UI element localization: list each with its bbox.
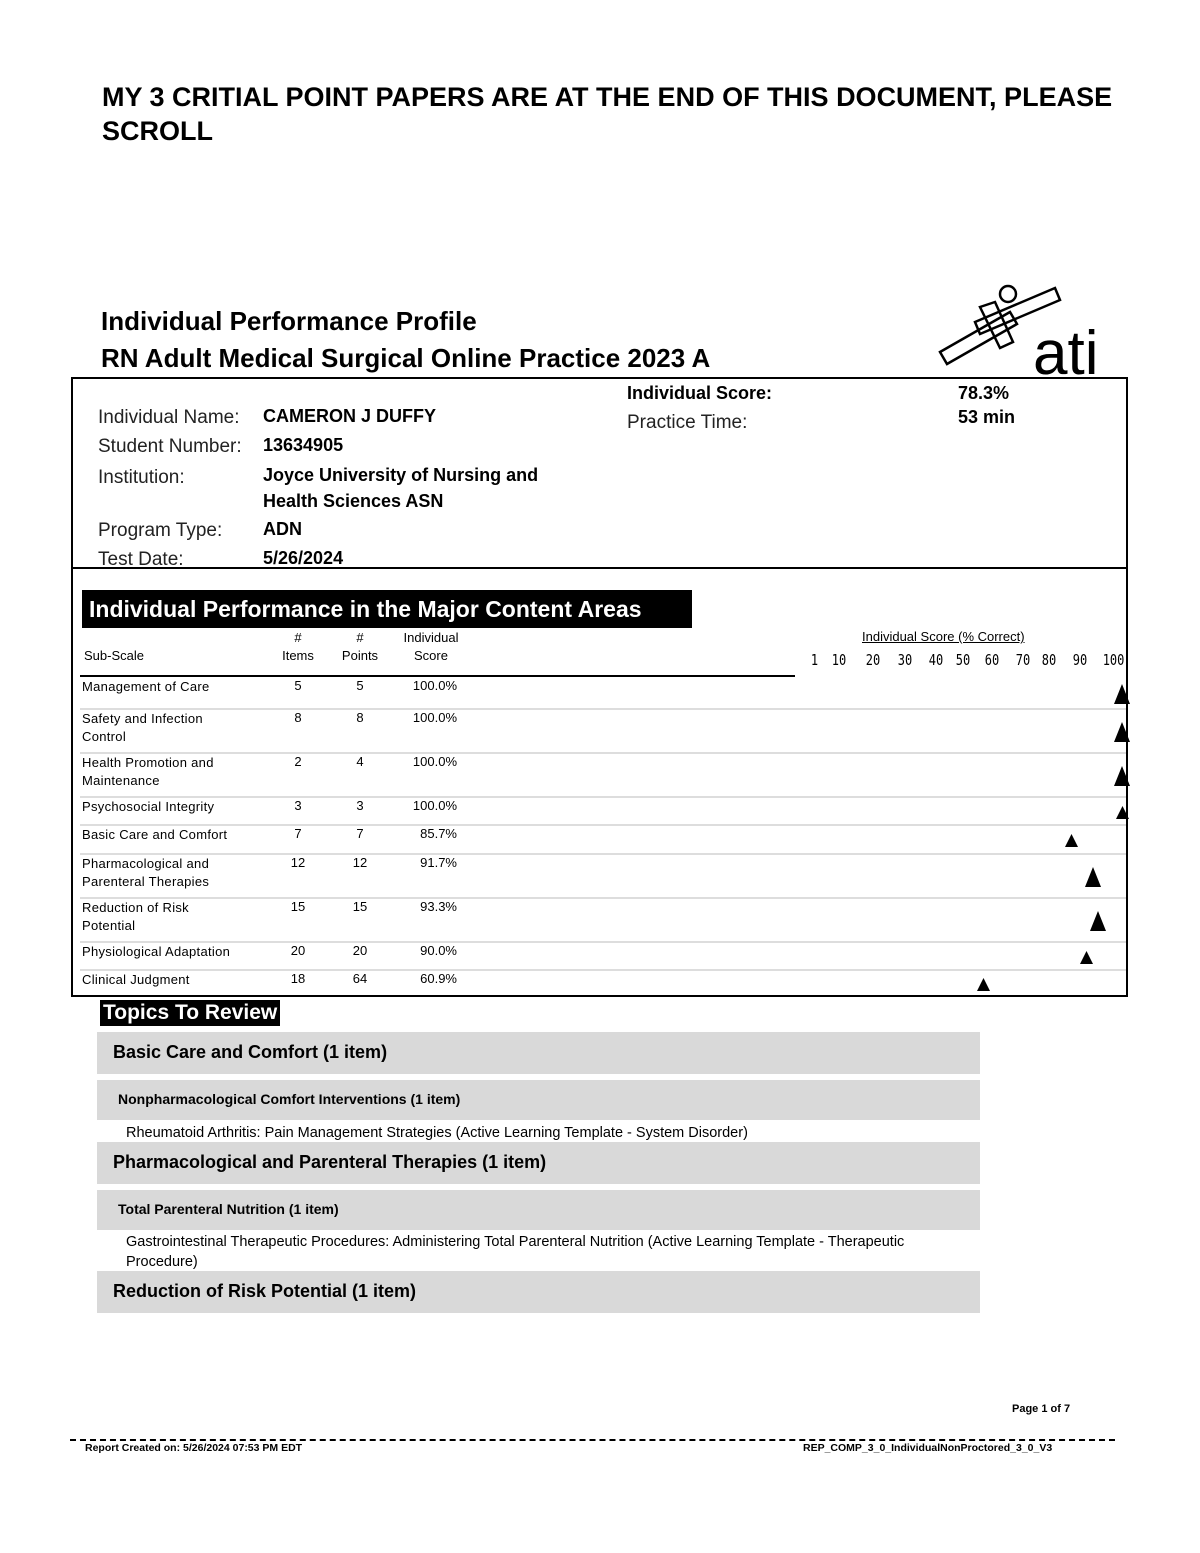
individual-score: 100.0%	[412, 710, 457, 725]
axis-tick-60: 60	[984, 651, 1000, 669]
individual-score: 90.0%	[420, 943, 457, 958]
name-value: CAMERON J DUFFY	[263, 406, 437, 426]
subscale-name-line2: Maintenance	[82, 773, 160, 788]
score-marker	[1116, 806, 1129, 819]
axis-tick-70: 70	[1015, 651, 1031, 669]
institution-value-line1: Joyce University of Nursing and	[263, 465, 539, 485]
score-marker	[1114, 722, 1130, 742]
subscale-name	[82, 678, 262, 696]
axis-tick-90: 90	[1072, 651, 1088, 669]
subscale-column-header: Sub-Scale	[84, 648, 144, 663]
subscale-row	[80, 897, 1126, 943]
topics-heading: Topics To Review	[100, 1000, 280, 1026]
subscale-name	[82, 899, 262, 935]
items-count: 15	[290, 899, 306, 914]
name-label: Individual Name:	[98, 407, 240, 428]
footer-divider	[70, 1439, 1115, 1441]
score-marker	[1090, 911, 1106, 931]
subscale-row	[80, 752, 1126, 798]
notice-text: MY 3 CRITIAL POINT PAPERS ARE AT THE END OF THIS DOCUMENT, PLEASE SCROLL	[102, 82, 1113, 146]
subscale-name-line1: Health Promotion and	[82, 755, 214, 770]
subscale-row	[80, 853, 1126, 899]
items-count: 20	[290, 943, 306, 958]
items-count: 8	[294, 710, 302, 725]
header-rule	[80, 675, 795, 677]
topic-subcategory-tpn: Total Parenteral Nutrition (1 item)	[97, 1190, 980, 1230]
subscale-name	[82, 754, 262, 790]
institution-label: Institution:	[98, 467, 185, 488]
topic-item-gi-procedures: Gastrointestinal Therapeutic Procedures: Administering Total Parenteral Nutrition (Active Learning Template - Therapeutic Procedure)	[126, 1234, 905, 1270]
individual-score: 100.0%	[412, 754, 457, 769]
topic-subcategory-nonpharm: Nonpharmacological Comfort Interventions (1 item)	[97, 1080, 980, 1120]
subscale-row	[80, 708, 1126, 754]
subscale-name-line1: Pharmacological and	[82, 856, 210, 871]
student-number-label: Student Number:	[98, 436, 242, 457]
page-number: Page 1 of 7	[1012, 1403, 1071, 1415]
individual-score: 93.3%	[420, 899, 457, 914]
points-count: 3	[356, 798, 364, 813]
items-count: 3	[294, 798, 302, 813]
score-marker	[1114, 766, 1130, 786]
program-type-label: Program Type:	[98, 520, 223, 541]
subscale-name-line2: Potential	[82, 918, 136, 933]
axis-tick-100: 100	[1102, 651, 1125, 669]
points-column-header: Points	[341, 648, 379, 663]
points-count: 4	[356, 754, 364, 769]
subscale-name	[82, 710, 262, 746]
chart-title: Individual Score (% Correct)	[862, 629, 1025, 644]
subscale-name-line1: Psychosocial Integrity	[82, 799, 215, 814]
axis-tick-40: 40	[928, 651, 944, 669]
report-title: Individual Performance Profile	[101, 306, 477, 336]
practice-time-label: Practice Time:	[627, 412, 748, 433]
logo-text: ati	[1033, 319, 1099, 378]
individual-score: 100.0%	[412, 678, 457, 693]
score-column-header-line1: Individual	[403, 630, 459, 645]
report-created: Report Created on: 5/26/2024 07:53 PM EDT	[85, 1442, 303, 1454]
subscale-name	[82, 855, 262, 891]
individual-score: 100.0%	[412, 798, 457, 813]
subscale-name-line1: Safety and Infection	[82, 711, 203, 726]
subscale-row	[80, 969, 1126, 995]
points-count: 8	[356, 710, 364, 725]
subscale-name-line1: Reduction of Risk	[82, 900, 189, 915]
ati-logo	[935, 282, 1135, 378]
individual-score: 85.7%	[420, 826, 457, 841]
test-date-label: Test Date:	[98, 549, 184, 570]
subscale-name-line1: Basic Care and Comfort	[82, 827, 228, 842]
student-number-value: 13634905	[263, 435, 344, 455]
report-subtitle: RN Adult Medical Surgical Online Practice 2023 A	[101, 343, 711, 373]
program-type-value: ADN	[263, 519, 302, 539]
axis-tick-10: 10	[831, 651, 847, 669]
items-count: 18	[290, 971, 306, 986]
score-marker	[1114, 684, 1130, 704]
subscale-row	[80, 676, 1126, 710]
score-marker	[977, 978, 990, 991]
institution-value-line2: Health Sciences ASN	[263, 491, 444, 511]
subscale-name	[82, 943, 262, 961]
points-count: 5	[356, 678, 364, 693]
axis-tick-80: 80	[1041, 651, 1057, 669]
axis-tick-50: 50	[955, 651, 971, 669]
subscale-name-line1: Management of Care	[82, 679, 210, 694]
topic-category-pharmacological: Pharmacological and Parenteral Therapies (1 item)	[97, 1142, 980, 1184]
points-count: 64	[352, 971, 368, 986]
individual-score: 91.7%	[420, 855, 457, 870]
points-count: 15	[352, 899, 368, 914]
subscale-row	[80, 824, 1126, 855]
axis-tick-30: 30	[897, 651, 913, 669]
report-code: REP_COMP_3_0_IndividualNonProctored_3_0_V3	[803, 1442, 1053, 1454]
subscale-name	[82, 798, 262, 816]
subscale-name-line1: Physiological Adaptation	[82, 944, 231, 959]
subscale-name	[82, 971, 262, 989]
individual-score-value: 78.3%	[958, 383, 1010, 403]
items-column-header: Items	[282, 648, 314, 663]
individual-score-label: Individual Score:	[627, 383, 773, 403]
points-count: 12	[352, 855, 368, 870]
items-count: 12	[290, 855, 306, 870]
performance-heading: Individual Performance in the Major Content Areas	[82, 590, 692, 628]
score-marker	[1065, 834, 1078, 847]
score-marker	[1085, 867, 1101, 887]
individual-score: 60.9%	[420, 971, 457, 986]
score-marker	[1080, 951, 1093, 964]
topic-category-basic-care: Basic Care and Comfort (1 item)	[97, 1032, 980, 1074]
items-count: 7	[294, 826, 302, 841]
subscale-row	[80, 796, 1126, 826]
items-column-header-symbol: #	[294, 630, 302, 645]
points-column-header-symbol: #	[356, 630, 364, 645]
test-date-value: 5/26/2024	[263, 548, 344, 568]
items-count: 2	[294, 754, 302, 769]
subscale-name-line1: Clinical Judgment	[82, 972, 190, 987]
axis-tick-1: 1	[810, 651, 819, 669]
points-count: 7	[356, 826, 364, 841]
items-count: 5	[294, 678, 302, 693]
points-count: 20	[352, 943, 368, 958]
axis-tick-20: 20	[865, 651, 881, 669]
topic-category-risk-reduction: Reduction of Risk Potential (1 item)	[97, 1271, 980, 1313]
student-info-box	[71, 377, 1128, 569]
subscale-name-line2: Control	[82, 729, 127, 744]
topic-item-rheumatoid: Rheumatoid Arthritis: Pain Management Strategies (Active Learning Template - System Disorder)	[126, 1125, 748, 1141]
practice-time-value: 53 min	[958, 407, 1016, 427]
score-column-header: Score	[414, 648, 448, 663]
subscale-row	[80, 941, 1126, 971]
subscale-name-line2: Parenteral Therapies	[82, 874, 210, 889]
subscale-name	[82, 826, 262, 844]
